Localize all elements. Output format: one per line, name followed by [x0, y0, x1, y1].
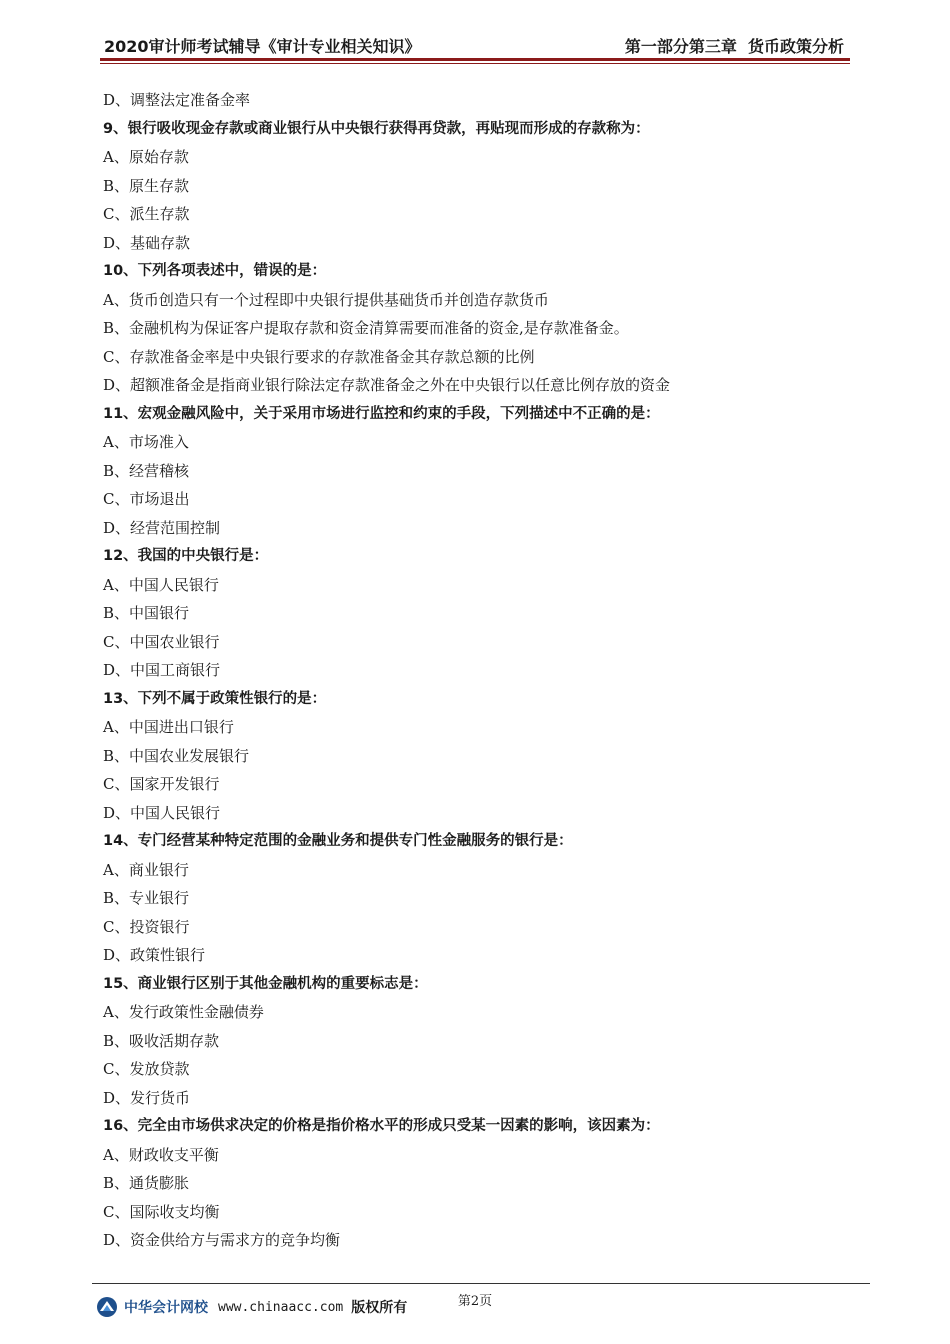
footer-brand [96, 1295, 407, 1319]
question-stem: 15、商业银行区别于其他金融机构的重要标志是： [103, 975, 428, 992]
question-stem: 9、银行吸收现金存款或商业银行从中央银行获得再贷款，再贴现而形成的存款称为： [103, 120, 650, 137]
question-stem: 12、我国的中央银行是： [103, 548, 269, 564]
answer-option: B、经营稽核 [103, 461, 190, 480]
answer-option: A、商业银行 [103, 860, 189, 879]
answer-option: C、中国农业银行 [103, 632, 220, 651]
answer-option: B、金融机构为保证客户提取存款和资金清算需要而准备的资金,是存款准备金。 [103, 319, 629, 337]
answer-option: C、国际收支均衡 [103, 1202, 220, 1221]
brand-name: 中华会计网校 [124, 1300, 208, 1316]
chinaacc-logo-icon [96, 1296, 118, 1318]
answer-option: C、国家开发银行 [103, 775, 220, 793]
answer-option: D、中国人民银行 [103, 803, 221, 822]
question-stem: 10、下列各项表述中，错误的是： [103, 263, 327, 279]
header-course-title: 2020审计师考试辅导《审计专业相关知识》 [104, 37, 421, 56]
answer-option: C、存款准备金率是中央银行要求的存款准备金其存款总额的比例 [103, 347, 535, 366]
brand-url[interactable]: www.chinaacc.com [218, 1299, 344, 1315]
answer-option: A、货币创造只有一个过程即中央银行提供基础货币并创造存款货币 [103, 290, 549, 309]
answer-option: D、经营范围控制 [103, 518, 221, 537]
question-stem: 16、完全由市场供求决定的价格是指价格水平的形成只受某一因素的影响，该因素为： [103, 1118, 660, 1134]
brand-rights: 版权所有 [351, 1300, 408, 1316]
answer-option: D、中国工商银行 [103, 661, 221, 679]
answer-option: B、原生存款 [103, 176, 190, 195]
answer-option: A、原始存款 [103, 148, 189, 166]
answer-option: A、发行政策性金融债券 [103, 1003, 264, 1021]
page-header [100, 30, 850, 61]
answer-option: D、调整法定准备金率 [103, 91, 251, 109]
footer-divider [92, 1283, 870, 1284]
answer-option: C、发放贷款 [103, 1060, 190, 1078]
header-chapter-title: 第一部分第三章 货币政策分析 [624, 37, 844, 56]
question-stem: 11、宏观金融风险中，关于采用市场进行监控和约束的手段，下列描述中不正确的是： [103, 405, 660, 422]
answer-option: B、中国农业发展银行 [103, 746, 250, 765]
answer-option: B、中国银行 [103, 604, 190, 622]
question-stem: 13、下列不属于政策性银行的是： [103, 690, 327, 707]
answer-option: C、市场退出 [103, 490, 190, 508]
answer-option: D、发行货币 [103, 1088, 191, 1107]
answer-option: D、政策性银行 [103, 946, 206, 964]
answer-option: B、专业银行 [103, 889, 190, 907]
answer-option: B、通货膨胀 [103, 1174, 190, 1192]
answer-option: D、超额准备金是指商业银行除法定存款准备金之外在中央银行以任意比例存放的资金 [103, 376, 671, 394]
answer-option: A、市场准入 [103, 433, 189, 451]
answer-option: A、中国进出口银行 [103, 718, 234, 736]
answer-option: D、基础存款 [103, 233, 191, 252]
page-number: 第2页 [457, 1294, 493, 1309]
answer-option: D、资金供给方与需求方的竞争均衡 [103, 1231, 341, 1249]
header-divider [100, 63, 850, 64]
answer-option: C、派生存款 [103, 205, 190, 223]
answer-option: C、投资银行 [103, 917, 190, 936]
answer-option: B、吸收活期存款 [103, 1031, 220, 1050]
question-list [103, 86, 843, 1255]
answer-option: A、财政收支平衡 [103, 1145, 219, 1164]
question-stem: 14、专门经营某种特定范围的金融业务和提供专门性金融服务的银行是： [103, 833, 573, 849]
answer-option: A、中国人民银行 [103, 575, 219, 594]
